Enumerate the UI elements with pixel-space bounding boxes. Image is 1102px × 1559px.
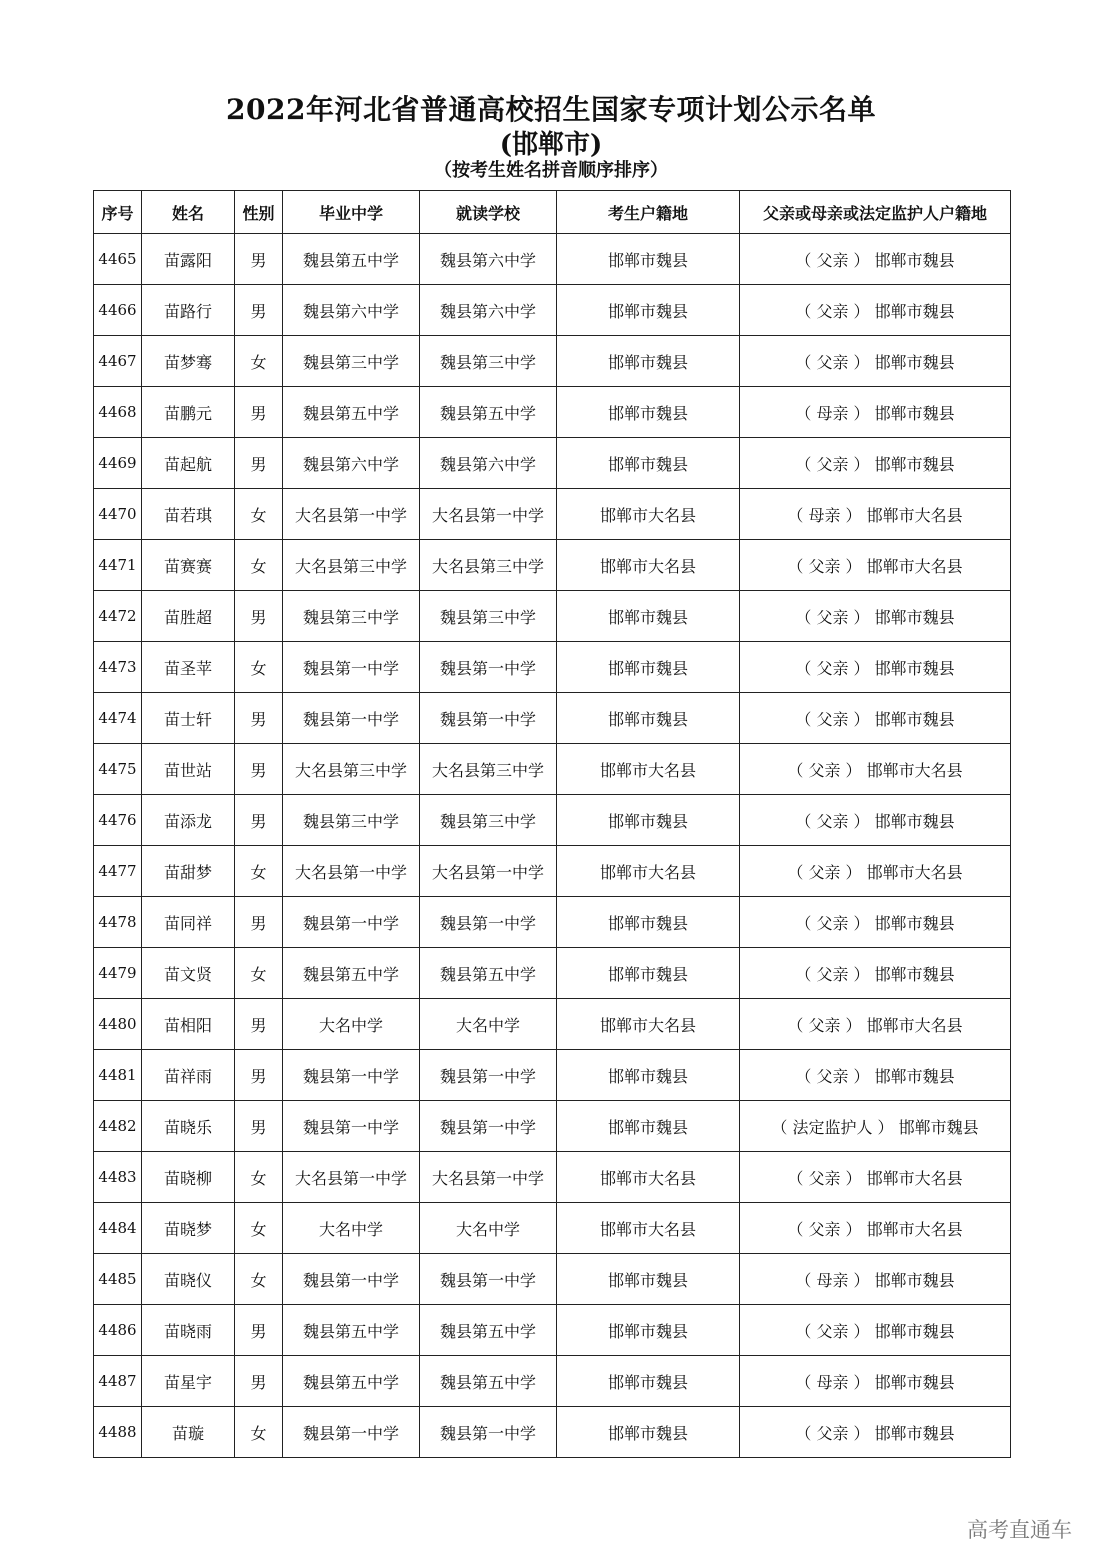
cell-parent-household: （ 母亲 ） 邯郸市魏县: [740, 387, 1011, 438]
cell-name: 苗鹏元: [142, 387, 235, 438]
cell-graduated-school: 魏县第一中学: [283, 642, 420, 693]
cell-household: 邯郸市魏县: [557, 591, 740, 642]
cell-name: 苗世站: [142, 744, 235, 795]
table-row: [94, 1254, 1011, 1305]
table-row: [94, 744, 1011, 795]
cell-graduated-school: 魏县第三中学: [283, 795, 420, 846]
cell-current-school: 大名县第三中学: [420, 540, 557, 591]
col-header-graduated-school: 毕业中学: [283, 191, 420, 234]
col-header-current-school: 就读学校: [420, 191, 557, 234]
cell-index: 4487: [94, 1356, 142, 1407]
cell-current-school: 魏县第一中学: [420, 1050, 557, 1101]
cell-parent-household: （ 父亲 ） 邯郸市大名县: [740, 1203, 1011, 1254]
cell-graduated-school: 魏县第五中学: [283, 234, 420, 285]
cell-current-school: 魏县第一中学: [420, 642, 557, 693]
cell-gender: 男: [235, 1050, 283, 1101]
cell-household: 邯郸市魏县: [557, 438, 740, 489]
cell-parent-household: （ 父亲 ） 邯郸市魏县: [740, 795, 1011, 846]
cell-household: 邯郸市魏县: [557, 285, 740, 336]
cell-index: 4479: [94, 948, 142, 999]
cell-gender: 女: [235, 489, 283, 540]
cell-graduated-school: 魏县第三中学: [283, 591, 420, 642]
cell-current-school: 魏县第一中学: [420, 897, 557, 948]
table-row: [94, 387, 1011, 438]
cell-current-school: 魏县第五中学: [420, 387, 557, 438]
cell-index: 4465: [94, 234, 142, 285]
cell-current-school: 魏县第一中学: [420, 1254, 557, 1305]
cell-gender: 女: [235, 1407, 283, 1458]
table-row: [94, 1203, 1011, 1254]
table-row: [94, 693, 1011, 744]
cell-name: 苗晓柳: [142, 1152, 235, 1203]
table-row: [94, 1101, 1011, 1152]
cell-parent-household: （ 父亲 ） 邯郸市大名县: [740, 846, 1011, 897]
table-row: [94, 336, 1011, 387]
cell-index: 4485: [94, 1254, 142, 1305]
cell-name: 苗圣苹: [142, 642, 235, 693]
cell-gender: 女: [235, 540, 283, 591]
cell-index: 4477: [94, 846, 142, 897]
cell-index: 4474: [94, 693, 142, 744]
cell-graduated-school: 魏县第一中学: [283, 1254, 420, 1305]
cell-parent-household: （ 父亲 ） 邯郸市魏县: [740, 1407, 1011, 1458]
cell-gender: 男: [235, 693, 283, 744]
cell-household: 邯郸市魏县: [557, 642, 740, 693]
cell-gender: 女: [235, 336, 283, 387]
cell-graduated-school: 魏县第六中学: [283, 438, 420, 489]
admission-list-table: [93, 190, 1011, 1458]
table-row: [94, 897, 1011, 948]
cell-household: 邯郸市魏县: [557, 336, 740, 387]
cell-household: 邯郸市魏县: [557, 1356, 740, 1407]
cell-household: 邯郸市大名县: [557, 999, 740, 1050]
cell-name: 苗同祥: [142, 897, 235, 948]
cell-name: 苗晓梦: [142, 1203, 235, 1254]
cell-index: 4468: [94, 387, 142, 438]
cell-parent-household: （ 母亲 ） 邯郸市魏县: [740, 1254, 1011, 1305]
table-row: [94, 1305, 1011, 1356]
cell-current-school: 魏县第六中学: [420, 234, 557, 285]
cell-parent-household: （ 父亲 ） 邯郸市魏县: [740, 948, 1011, 999]
table-row: [94, 489, 1011, 540]
cell-parent-household: （ 父亲 ） 邯郸市魏县: [740, 438, 1011, 489]
cell-graduated-school: 魏县第一中学: [283, 897, 420, 948]
cell-index: 4488: [94, 1407, 142, 1458]
cell-index: 4475: [94, 744, 142, 795]
cell-gender: 男: [235, 438, 283, 489]
cell-graduated-school: 魏县第五中学: [283, 1305, 420, 1356]
table-body: [94, 234, 1011, 1458]
cell-gender: 男: [235, 999, 283, 1050]
cell-parent-household: （ 父亲 ） 邯郸市魏县: [740, 591, 1011, 642]
cell-index: 4483: [94, 1152, 142, 1203]
cell-name: 苗梦骞: [142, 336, 235, 387]
cell-index: 4469: [94, 438, 142, 489]
cell-gender: 女: [235, 1152, 283, 1203]
cell-index: 4482: [94, 1101, 142, 1152]
table-row: [94, 999, 1011, 1050]
table-row: [94, 591, 1011, 642]
table-row: [94, 234, 1011, 285]
table-row: [94, 642, 1011, 693]
table-row: [94, 795, 1011, 846]
table-row: [94, 846, 1011, 897]
table-row: [94, 948, 1011, 999]
cell-gender: 男: [235, 744, 283, 795]
cell-graduated-school: 魏县第一中学: [283, 1050, 420, 1101]
table-row: [94, 1356, 1011, 1407]
cell-name: 苗晓乐: [142, 1101, 235, 1152]
cell-name: 苗星宇: [142, 1356, 235, 1407]
cell-gender: 男: [235, 1305, 283, 1356]
cell-graduated-school: 大名县第三中学: [283, 540, 420, 591]
cell-current-school: 大名县第一中学: [420, 1152, 557, 1203]
cell-household: 邯郸市魏县: [557, 1407, 740, 1458]
cell-name: 苗起航: [142, 438, 235, 489]
cell-current-school: 魏县第三中学: [420, 795, 557, 846]
cell-name: 苗晓仪: [142, 1254, 235, 1305]
cell-graduated-school: 大名中学: [283, 999, 420, 1050]
cell-current-school: 魏县第五中学: [420, 948, 557, 999]
cell-index: 4473: [94, 642, 142, 693]
cell-current-school: 魏县第六中学: [420, 285, 557, 336]
cell-name: 苗文贤: [142, 948, 235, 999]
cell-current-school: 大名县第一中学: [420, 846, 557, 897]
watermark: 高考直通车: [967, 1518, 1072, 1542]
cell-parent-household: （ 父亲 ） 邯郸市魏县: [740, 234, 1011, 285]
cell-household: 邯郸市魏县: [557, 897, 740, 948]
cell-name: 苗胜超: [142, 591, 235, 642]
cell-gender: 女: [235, 1254, 283, 1305]
cell-parent-household: （ 父亲 ） 邯郸市魏县: [740, 642, 1011, 693]
cell-index: 4470: [94, 489, 142, 540]
cell-household: 邯郸市魏县: [557, 693, 740, 744]
cell-household: 邯郸市魏县: [557, 1101, 740, 1152]
cell-graduated-school: 魏县第五中学: [283, 948, 420, 999]
cell-graduated-school: 大名县第一中学: [283, 489, 420, 540]
cell-graduated-school: 魏县第一中学: [283, 693, 420, 744]
cell-name: 苗若琪: [142, 489, 235, 540]
cell-parent-household: （ 父亲 ） 邯郸市魏县: [740, 1050, 1011, 1101]
cell-index: 4481: [94, 1050, 142, 1101]
cell-gender: 男: [235, 1356, 283, 1407]
cell-parent-household: （ 父亲 ） 邯郸市大名县: [740, 744, 1011, 795]
cell-parent-household: （ 父亲 ） 邯郸市大名县: [740, 1152, 1011, 1203]
cell-index: 4486: [94, 1305, 142, 1356]
cell-name: 苗璇: [142, 1407, 235, 1458]
cell-gender: 女: [235, 642, 283, 693]
cell-index: 4476: [94, 795, 142, 846]
cell-household: 邯郸市魏县: [557, 1050, 740, 1101]
col-header-gender: 性别: [235, 191, 283, 234]
col-header-parent-household: 父亲或母亲或法定监护人户籍地: [740, 191, 1011, 234]
cell-current-school: 魏县第一中学: [420, 1101, 557, 1152]
cell-name: 苗添龙: [142, 795, 235, 846]
cell-parent-household: （ 父亲 ） 邯郸市魏县: [740, 897, 1011, 948]
cell-household: 邯郸市大名县: [557, 540, 740, 591]
cell-gender: 男: [235, 387, 283, 438]
cell-gender: 女: [235, 846, 283, 897]
cell-graduated-school: 魏县第一中学: [283, 1101, 420, 1152]
cell-index: 4480: [94, 999, 142, 1050]
cell-gender: 男: [235, 1101, 283, 1152]
table-row: [94, 540, 1011, 591]
cell-current-school: 魏县第五中学: [420, 1356, 557, 1407]
cell-parent-household: （ 父亲 ） 邯郸市魏县: [740, 336, 1011, 387]
cell-parent-household: （ 父亲 ） 邯郸市大名县: [740, 999, 1011, 1050]
col-header-household: 考生户籍地: [557, 191, 740, 234]
cell-name: 苗路行: [142, 285, 235, 336]
document-title: 2022年河北省普通高校招生国家专项计划公示名单: [226, 93, 876, 126]
cell-household: 邯郸市魏县: [557, 795, 740, 846]
cell-household: 邯郸市大名县: [557, 846, 740, 897]
cell-graduated-school: 魏县第六中学: [283, 285, 420, 336]
cell-household: 邯郸市魏县: [557, 1305, 740, 1356]
cell-graduated-school: 大名县第一中学: [283, 846, 420, 897]
cell-parent-household: （ 法定监护人 ） 邯郸市魏县: [740, 1101, 1011, 1152]
cell-current-school: 魏县第三中学: [420, 591, 557, 642]
cell-graduated-school: 魏县第五中学: [283, 387, 420, 438]
cell-index: 4484: [94, 1203, 142, 1254]
cell-index: 4471: [94, 540, 142, 591]
cell-household: 邯郸市大名县: [557, 1203, 740, 1254]
document-sort-note: （按考生姓名拼音顺序排序）: [434, 160, 668, 181]
cell-index: 4466: [94, 285, 142, 336]
cell-graduated-school: 大名县第一中学: [283, 1152, 420, 1203]
document-subtitle-city: (邯郸市): [499, 130, 603, 160]
table-row: [94, 285, 1011, 336]
cell-parent-household: （ 父亲 ） 邯郸市大名县: [740, 540, 1011, 591]
cell-household: 邯郸市大名县: [557, 1152, 740, 1203]
cell-current-school: 大名中学: [420, 999, 557, 1050]
cell-gender: 男: [235, 285, 283, 336]
cell-index: 4478: [94, 897, 142, 948]
table-row: [94, 1050, 1011, 1101]
cell-gender: 男: [235, 234, 283, 285]
cell-gender: 女: [235, 948, 283, 999]
cell-parent-household: （ 父亲 ） 邯郸市魏县: [740, 285, 1011, 336]
cell-current-school: 魏县第六中学: [420, 438, 557, 489]
cell-name: 苗甜梦: [142, 846, 235, 897]
table-row: [94, 1152, 1011, 1203]
table-row: [94, 1407, 1011, 1458]
cell-parent-household: （ 父亲 ） 邯郸市魏县: [740, 1305, 1011, 1356]
cell-current-school: 魏县第五中学: [420, 1305, 557, 1356]
cell-gender: 男: [235, 795, 283, 846]
cell-name: 苗相阳: [142, 999, 235, 1050]
cell-household: 邯郸市魏县: [557, 234, 740, 285]
cell-current-school: 魏县第三中学: [420, 336, 557, 387]
cell-current-school: 大名中学: [420, 1203, 557, 1254]
cell-graduated-school: 魏县第五中学: [283, 1356, 420, 1407]
table-header-row: [94, 191, 1011, 234]
cell-parent-household: （ 父亲 ） 邯郸市魏县: [740, 693, 1011, 744]
cell-gender: 男: [235, 591, 283, 642]
cell-current-school: 魏县第一中学: [420, 693, 557, 744]
cell-household: 邯郸市魏县: [557, 1254, 740, 1305]
cell-name: 苗露阳: [142, 234, 235, 285]
cell-name: 苗祥雨: [142, 1050, 235, 1101]
cell-graduated-school: 魏县第一中学: [283, 1407, 420, 1458]
cell-graduated-school: 大名中学: [283, 1203, 420, 1254]
cell-household: 邯郸市大名县: [557, 489, 740, 540]
cell-household: 邯郸市大名县: [557, 744, 740, 795]
table-row: [94, 438, 1011, 489]
cell-graduated-school: 魏县第三中学: [283, 336, 420, 387]
cell-current-school: 大名县第三中学: [420, 744, 557, 795]
cell-index: 4472: [94, 591, 142, 642]
cell-name: 苗士轩: [142, 693, 235, 744]
cell-current-school: 魏县第一中学: [420, 1407, 557, 1458]
col-header-name: 姓名: [142, 191, 235, 234]
cell-parent-household: （ 母亲 ） 邯郸市大名县: [740, 489, 1011, 540]
cell-gender: 男: [235, 897, 283, 948]
cell-parent-household: （ 母亲 ） 邯郸市魏县: [740, 1356, 1011, 1407]
cell-gender: 女: [235, 1203, 283, 1254]
cell-graduated-school: 大名县第三中学: [283, 744, 420, 795]
col-header-index: 序号: [94, 191, 142, 234]
cell-household: 邯郸市魏县: [557, 948, 740, 999]
cell-name: 苗晓雨: [142, 1305, 235, 1356]
cell-current-school: 大名县第一中学: [420, 489, 557, 540]
cell-household: 邯郸市魏县: [557, 387, 740, 438]
cell-name: 苗赛赛: [142, 540, 235, 591]
cell-index: 4467: [94, 336, 142, 387]
